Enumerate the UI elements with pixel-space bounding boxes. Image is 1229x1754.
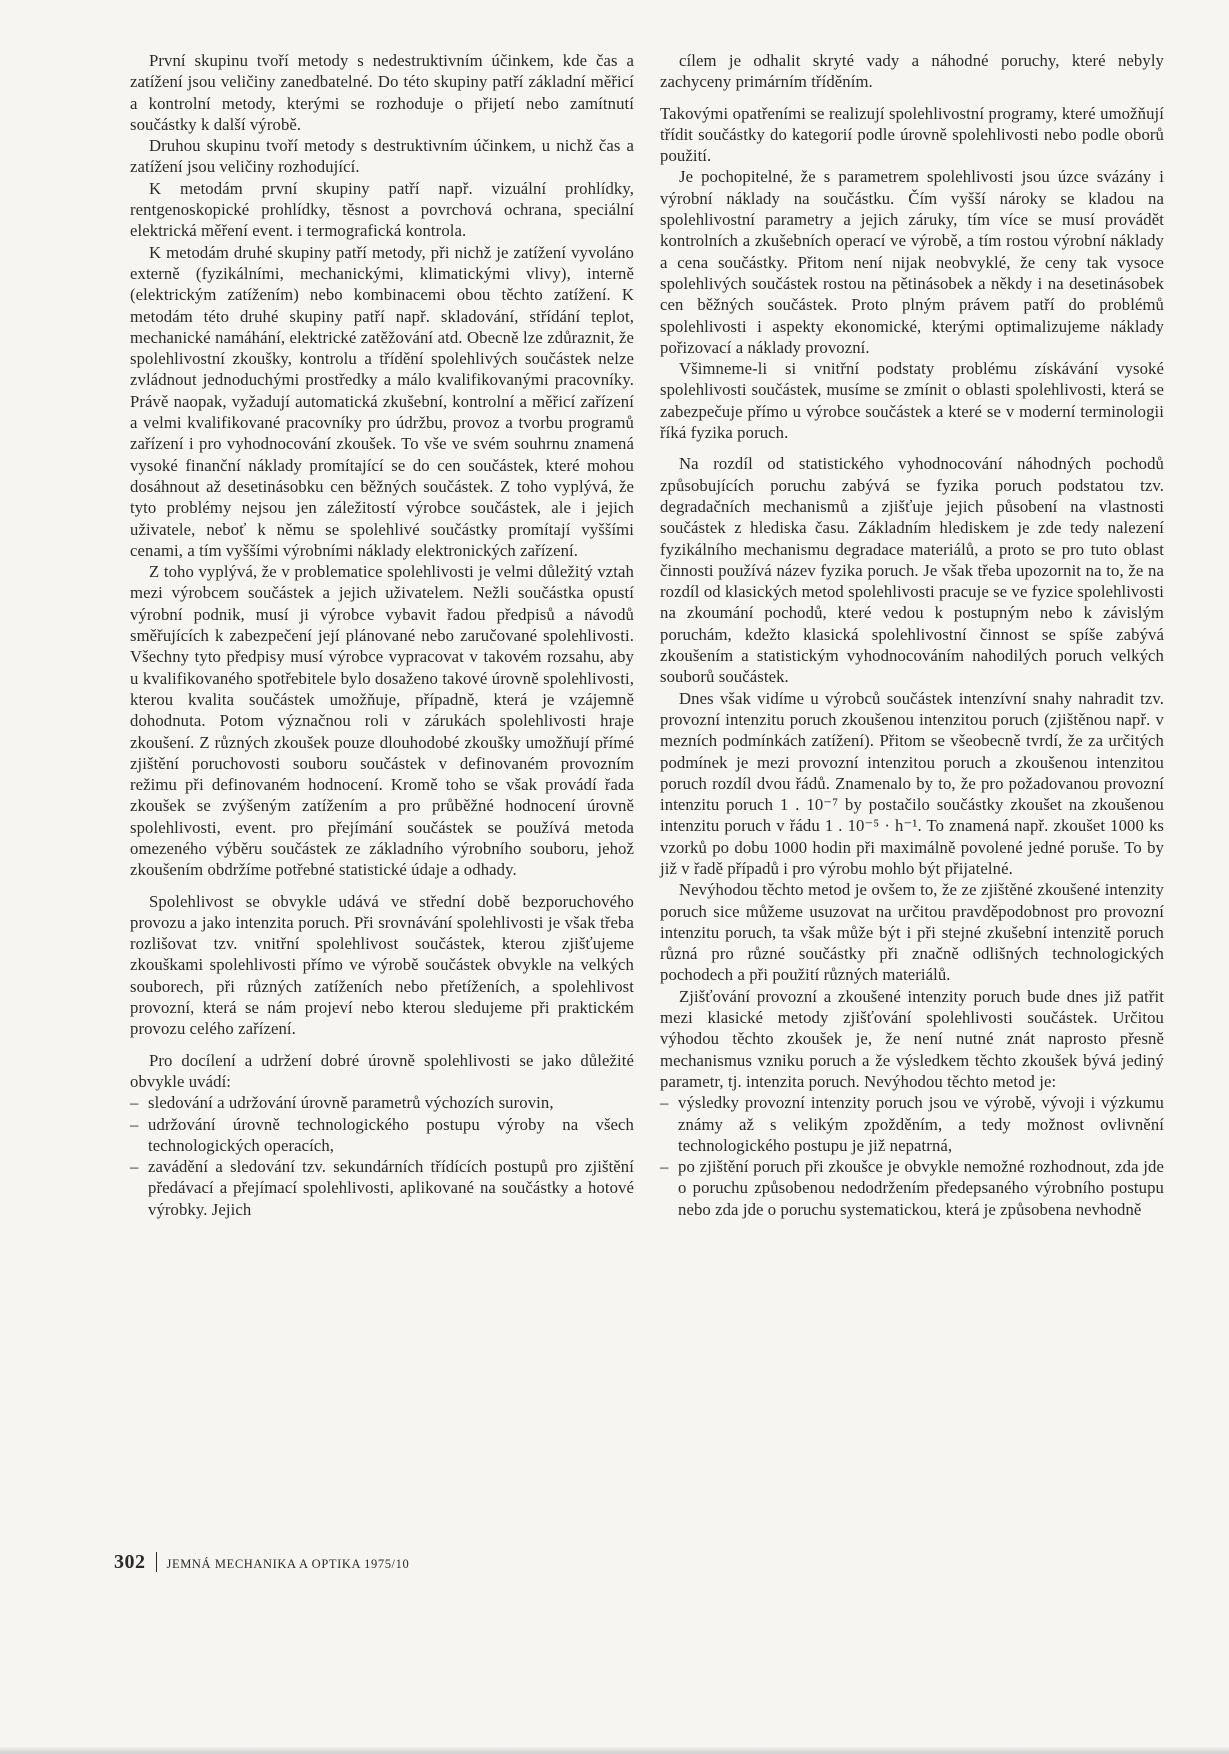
paragraph: Pro docílení a udržení dobré úrovně spolehlivosti se jako důležité obvykle uvádí: bbox=[130, 1050, 634, 1091]
journal-title: JEMNÁ MECHANIKA A OPTIKA 1975/10 bbox=[166, 1557, 410, 1571]
paragraph: Je pochopitelné, že s parametrem spolehlivosti jsou úzce svázány i výrobní náklady na součástku. Čím vyšší nároky se kladou na spolehlivostní parametry a jejich záruky, tím více se musí provádět kontrolních a zkušebních operací ve výrobě, a tím rostou výrobní náklady a cena součástky. Přitom není nijak neobvyklé, že ceny tak vysoce spolehlivých součástek rostou na pětinásobek a někdy i na desetinásobek cen běžných součástek. Proto plným právem patří do problémů spolehlivosti i aspekty ekonomické, kterými optimalizujeme náklady pořizovací a náklady provozní. bbox=[660, 167, 1164, 357]
paragraph: Z toho vyplývá, že v problematice spolehlivosti je velmi důležitý vztah mezi výrobcem součástek a jejich uživatelem. Nežli součástka opustí výrobní podnik, musí ji výrobce vybavit řadou předpisů a návodů směřujících k zabezpečení její plánované nebo zaručované spolehlivosti. Všechny tyto předpisy musí výrobce vypracovat v takovém rozsahu, aby u kvalifikovaného spotřebitele bylo dosaženo takové úrovně spolehlivosti, kterou kvalita součástek umožňuje, případně, která je vzájemně dohodnuta. Potom význačnou roli v zárukách spolehlivosti hraje zkoušení. Z různých zkoušek pouze dlouhodobé zkoušky umožňují přímé zjištění poruchovosti souboru součástek v definovaném provozním režimu při definovaném hodnocení. Kromě toho se však provádí řada zkoušek se zvýšeným zatížením a pro průběžné hodnocení úrovně spolehlivosti, event. pro přejímání součástek se používá metoda omezeného výběru součástek ze základního výrobního souboru, jehož zkoušením obdržíme potřebné statistické údaje a odhady. bbox=[130, 562, 634, 880]
list-item: – udržování úrovně technologického postupu výroby na všech technologických operacích, bbox=[130, 1114, 634, 1157]
list-item: – výsledky provozní intenzity poruch jsou ve výrobě, vývoji i výzkumu známy až s velikým zpožděním, a tedy možnost ovlivnění technologického postupu je již nepatrná, bbox=[660, 1092, 1164, 1156]
bullet-list bbox=[660, 1092, 1164, 1220]
paragraph: cílem je odhalit skryté vady a náhodné poruchy, které nebyly zachyceny primárním tříděním. bbox=[660, 51, 1164, 92]
list-item: – zavádění a sledování tzv. sekundárních třídících postupů pro zjištění předávací a přejímací spolehlivosti, aplikované na součástky a hotové výrobky. Jejich bbox=[130, 1156, 634, 1220]
bullet-list bbox=[130, 1092, 634, 1220]
list-item: – sledování a udržování úrovně parametrů výchozích surovin, bbox=[130, 1092, 634, 1113]
paragraph: První skupinu tvoří metody s nedestruktivním účinkem, kde čas a zatížení jsou veličiny zanedbatelné. Do této skupiny patří základní měřicí a kontrolní metody, kterými se rozhoduje o přijetí nebo zamítnutí součástky k další výrobě. bbox=[130, 51, 634, 134]
paragraph: K metodám druhé skupiny patří metody, při nichž je zatížení vyvoláno externě (fyzikálními, mechanickými, klimatickými vlivy), interně (elektrickým zatížením) nebo kombinacemi obou těchto zatížení. K metodám této druhé skupiny patří např. skladování, střídání teplot, mechanické namáhání, elektrické zatěžování atd. Obecně lze zdůraznit, že spolehlivostní zkoušky, kontrolu a třídění spolehlivých součástek nelze zvládnout jednoduchými prostředky a málo kvalifikovanými pracovníky. Právě naopak, vyžadují automatická zkušební, kontrolní a měřicí zařízení a velmi kvalifikované pracovníky pro údržbu, provoz a tvorbu programů zařízení i pro vyhodnocování zkoušek. To vše ve svém souhrnu znamená vysoké finanční náklady promítající se do cen součástek, které mohou dosáhnout až desetinásobku cen běžných součástek. Z toho vyplývá, že tyto problémy nejsou jen záležitostí výrobce součástek, ale i jejich uživatele, neboť k němu se spolehlivé součástky promítají vyššími cenami, a tím vyššími výrobními náklady elektronických zařízení. bbox=[130, 242, 634, 560]
paragraph: Spolehlivost se obvykle udává ve střední době bezporuchového provozu a jako intenzita poruch. Při srovnávání spolehlivosti je však třeba rozlišovat tzv. vnitřní spolehlivost součástek, kterou zjišťujeme zkouškami spolehlivosti přímo ve výrobě součástek obvykle na velkých souborech, při různých zatíženích nebo přetíženích, a spolehlivost provozní, která se nám projeví nebo kterou sledujeme při praktickém provozu celého zařízení. bbox=[130, 891, 634, 1039]
paragraph: Zjišťování provozní a zkoušené intenzity poruch bude dnes již patřit mezi klasické metody zjišťování spolehlivosti součástek. Určitou výhodou těchto zkoušek je, že není nutné znát naprosto přesně mechanismus vzniku poruch a že výsledkem těchto zkoušek bývá jediný parametr, tj. intenzita poruch. Nevýhodou těchto metod je: bbox=[660, 986, 1164, 1091]
right-column bbox=[660, 50, 1164, 1220]
paragraph: K metodám první skupiny patří např. vizuální prohlídky, rentgenoskopické prohlídky, těsnost a povrchová ochrana, speciální elektrická měření event. i termografická kontrola. bbox=[130, 178, 634, 241]
paragraph: Na rozdíl od statistického vyhodnocování náhodných pochodů způsobujících poruchu zabývá se fyzika poruch podstatou tzv. degradačních mechanismů a zjišťuje jejich působení na vlastnosti součástek z hlediska času. Základním hlediskem je zde tedy nalezení fyzikálního mechanismu degradace materiálů, a proto se pro tuto oblast činnosti používá název fyzika poruch. Je však třeba upozornit na to, že na rozdíl od klasických metod spolehlivosti pracuje se ve fyzice spolehlivosti na zkoumání pochodů, které vedou k postupným nebo k závislým poruchám, kdežto klasická spolehlivostní činnost se spíše zabývá zkoušením a statistickým vyhodnocováním nahodilých poruch velkých souborů součástek. bbox=[660, 454, 1164, 687]
paragraph: Takovými opatřeními se realizují spolehlivostní programy, které umožňují třídit součástky do kategorií podle úrovně spolehlivosti nebo podle oborů použití. bbox=[660, 103, 1164, 166]
list-item: – po zjištění poruch při zkoušce je obvykle nemožné rozhodnout, zda jde o poruchu způsobenou nedodržením předepsaného výrobního postupu nebo zda jde o poruchu systematickou, která je způsobena nevhodně bbox=[660, 1156, 1164, 1220]
left-column bbox=[130, 50, 634, 1220]
page-number: 302 bbox=[114, 1551, 146, 1573]
paragraph: Nevýhodou těchto metod je ovšem to, že ze zjištěné zkoušené intenzity poruch sice můžeme usuzovat na určitou pravděpodobnost pro provozní intenzitu poruch, ta však může být i při stejné zkušební intenzitě poruch různá pro různé součástky při značně odlišných technologických pochodech a při použití různých materiálů. bbox=[660, 880, 1164, 985]
footer-divider bbox=[156, 1552, 157, 1572]
paragraph: Druhou skupinu tvoří metody s destruktivním účinkem, u nichž čas a zatížení jsou veličiny rozhodující. bbox=[130, 136, 634, 177]
paragraph: Všimneme-li si vnitřní podstaty problému získávání vysoké spolehlivosti součástek, musíme se zmínit o oblasti spolehlivosti, která se zabezpečuje přímo u výrobce součástek a které se v moderní terminologii říká fyzika poruch. bbox=[660, 359, 1164, 443]
page-footer bbox=[114, 1548, 409, 1574]
scan-edge bbox=[0, 1746, 1229, 1754]
paragraph: Dnes však vidíme u výrobců součástek intenzívní snahy nahradit tzv. provozní intenzitu poruch zkoušenou intenzitou poruch (zjištěnou např. v mezních podmínkách zatížení). Přitom se všeobecně tvrdí, že za určitých podmínek je mezi provozní intenzitou poruch a zkoušenou intenzitou poruch rozdíl dvou řádů. Znamenalo by to, že pro požadovanou provozní intenzitu poruch 1 . 10⁻⁷ by postačilo součástky zkoušet na zkoušenou intenzitu poruch v řádu 1 . 10⁻⁵ · h⁻¹. To znamená např. zkoušet 1000 ks vzorků po dobu 1000 hodin při maximálně povolené jedné poruše. To by již v řadě případů i pro výrobu mohlo být přijatelné. bbox=[660, 688, 1164, 878]
